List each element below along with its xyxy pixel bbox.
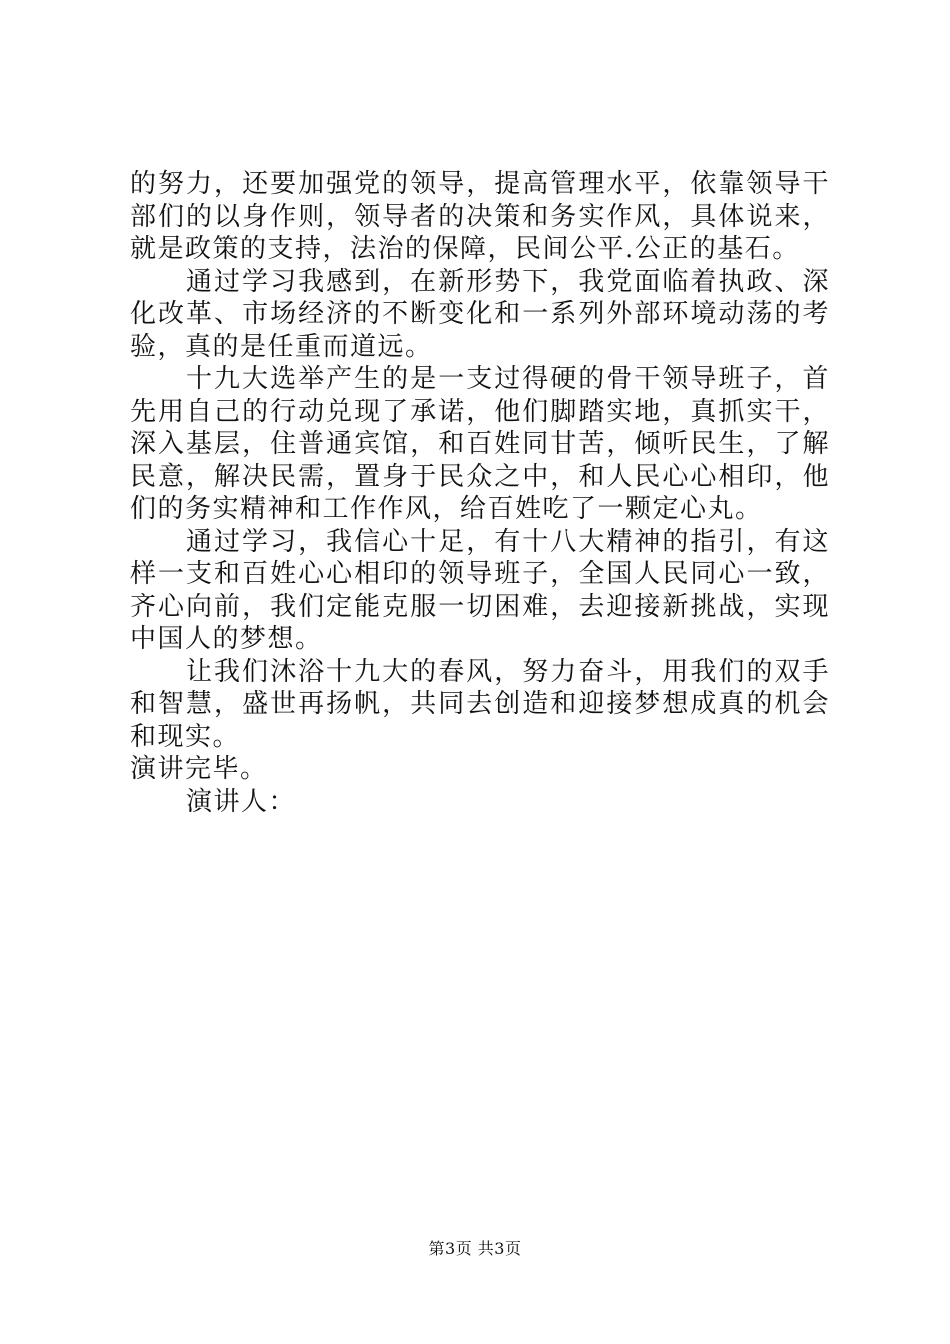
paragraph-5: 让我们沐浴十九大的春风，努力奋斗，用我们的双手和智慧，盛世再扬帆，共同去创造和迎接梦想成真的机会和现实。 [130, 656, 830, 752]
page-number-footer: 第3页 共3页 [428, 1239, 522, 1258]
paragraph-4: 通过学习，我信心十足，有十八大精神的指引，有这样一支和百姓心心相印的领导班子，全国人民同心一致，齐心向前，我们定能克服一切困难，去迎接新挑战，实现中国人的梦想。 [130, 526, 830, 654]
paragraph-2: 通过学习我感到，在新形势下，我党面临着执政、深化改革、市场经济的不断变化和一系列外部环境动荡的考验，真的是任重而道远。 [130, 266, 830, 362]
paragraph-3: 十九大选举产生的是一支过得硬的骨干领导班子，首先用自己的行动兑现了承诺，他们脚踏实地，真抓实干，深入基层，住普通宾馆，和百姓同甘苦，倾听民生，了解民意，解决民需，置身于民众之中，和人民心心相印，他们的务实精神和工作作风，给百姓吃了一颗定心丸。 [130, 364, 830, 524]
paragraph-6: 演讲完毕。 [130, 754, 268, 784]
paragraph-1: 的努力，还要加强党的领导，提高管理水平，依靠领导干部们的以身作则，领导者的决策和务实作风，具体说来，就是政策的支持，法治的保障，民间公平.公正的基石。 [130, 169, 830, 264]
speaker-line: 演讲人： [186, 786, 297, 817]
document-body [130, 168, 830, 818]
